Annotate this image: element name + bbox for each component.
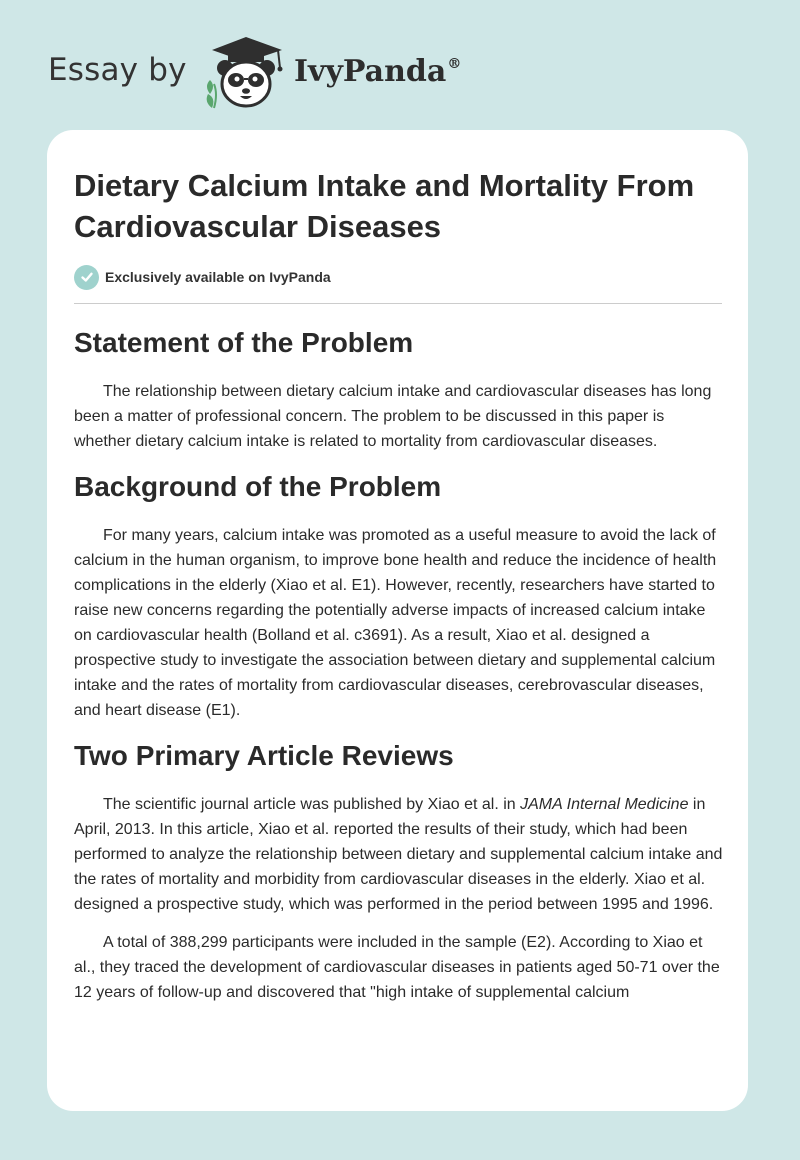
- registered-mark: ®: [447, 56, 462, 72]
- paragraph: The scientific journal article was published by Xiao et al. in JAMA Internal Medicine in April, 2013. In this article, Xiao et al. reported the results of their study, which had been performed to analyze the relationship between dietary and supplemental calcium intake and the rates of mortality and morbidity from cardiovascular diseases in the elderly. Xiao et al. designed a prospective study, which was performed in the period between 1995 and 1996.: [74, 796, 723, 913]
- essay-by-label: Essay by: [48, 52, 187, 88]
- site-header: [0, 0, 800, 120]
- essay-body: [74, 325, 724, 1005]
- exclusive-badge: [74, 263, 331, 291]
- paragraph: For many years, calcium intake was promoted as a useful measure to avoid the lack of calcium in the human organism, to improve bone health and reduce the incidence of health complications in the elderly (Xiao et al. E1). However, recently, researchers have started to raise new concerns regarding the potentially adverse impacts of increased calcium intake on cardiovascular health (Bolland et al. c3691). As a result, Xiao et al. designed a prospective study to investigate the association between dietary and supplemental calcium intake and the rates of mortality from cardiovascular diseases, cerebrovascular diseases, and heart disease (E1).: [74, 527, 717, 719]
- section-heading: Two Primary Article Reviews: [74, 740, 454, 771]
- brand-name: IvyPanda®: [294, 54, 462, 89]
- exclusive-badge-label: Exclusively available on IvyPanda: [105, 269, 331, 285]
- check-circle-icon: [74, 265, 99, 290]
- essay-card: [47, 130, 748, 1111]
- paragraph: The relationship between dietary calcium intake and cardiovascular diseases has long been a matter of professional concern. The problem to be discussed in this paper is whether dietary calcium intake is related to mortality from cardiovascular diseases.: [74, 383, 712, 450]
- section-heading: Statement of the Problem: [74, 327, 414, 358]
- journal-title: JAMA Internal Medicine: [520, 796, 689, 813]
- divider: [74, 303, 722, 304]
- paragraph: A total of 388,299 participants were included in the sample (E2). According to Xiao et al., they traced the development of cardiovascular diseases in patients aged 50-71 over the 12 years of follow-up and discovered that "high intake of supplemental calcium: [74, 934, 720, 1001]
- section-heading: Background of the Problem: [74, 471, 442, 502]
- page-title: Dietary Calcium Intake and Mortality From Cardiovascular Diseases: [74, 168, 695, 244]
- panda-logo-icon: [200, 34, 292, 110]
